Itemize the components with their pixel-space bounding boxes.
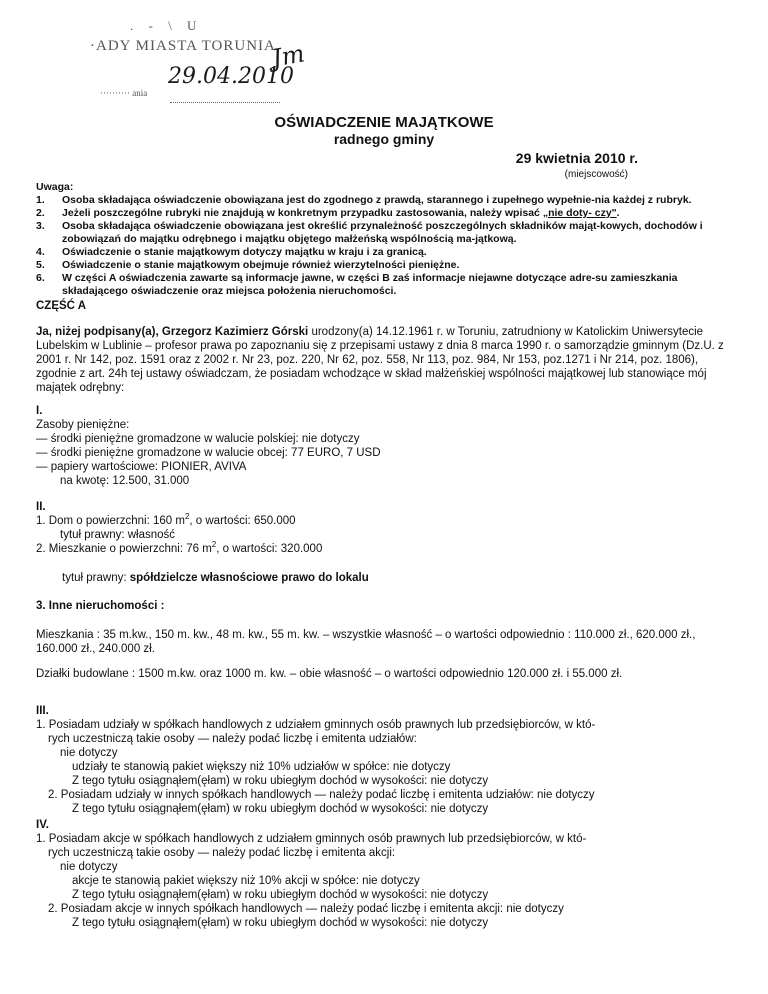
notes-section xyxy=(36,181,726,298)
section-1-title: Zasoby pieniężne: xyxy=(36,419,130,431)
document-title: OŚWIADCZENIE MAJĄTKOWE xyxy=(274,114,494,131)
part-a-heading: CZĘŚĆ A xyxy=(36,300,87,312)
section-2-numeral: II. xyxy=(36,501,46,513)
handwritten-date: 29.04.2010 xyxy=(168,64,294,89)
section-4 xyxy=(36,818,730,930)
apartment-line: 2. Mieszkanie o powierzchni: 76 $m^2$, o wartości: 320.000 xyxy=(36,540,323,555)
note-item: 1. Osoba składająca oświadczenie obowiązana jest do zgodnego z prawdą, starannego i zupełnego wypełnie-nia każdej z rubryk. xyxy=(36,194,692,206)
stamp-line-1: . - \ U xyxy=(130,18,203,33)
section-4-line: nie dotyczy xyxy=(60,861,118,873)
section-3-line: nie dotyczy xyxy=(60,747,118,759)
apartment-title: tytuł prawny: spółdzielcze własnościowe prawo do lokalu xyxy=(62,572,369,584)
section-1-line: — papiery wartościowe: PIONIER, AVIVA xyxy=(36,461,247,473)
declarant-name: Ja, niżej podpisany(a), Grzegorz Kazimierz Górski xyxy=(36,326,309,338)
building-plots: Działki budowlane : 1500 m.kw. oraz 1000 m. kw. – obie własność – o wartości odpowiednio 120.000 zł. i 55.000 zł. xyxy=(36,668,623,680)
note-item: 5. Oświadczenie o stanie majątkowym obejmuje również wierzytelności pieniężne. xyxy=(36,259,460,271)
other-apartments: Mieszkania : 35 m.kw., 150 m. kw., 48 m. kw., 55 m. kw. – wszystkie własność – o wartości odpowiednio : 110.000 zł., 620.000 zł., 160.000 zł., 240.000 zł. xyxy=(36,629,696,655)
section-3-line: Z tego tytułu osiągnąłem(ęłam) w roku ubiegłym dochód w wysokości: nie dotyczy xyxy=(72,803,489,815)
section-3 xyxy=(36,704,730,816)
notes-label: Uwaga: xyxy=(36,181,74,193)
notes-list xyxy=(36,194,726,298)
declaration-date: 29 kwietnia 2010 r. xyxy=(515,150,638,166)
section-3-line: Z tego tytułu osiągnąłem(ęłam) w roku ubiegłym dochód w wysokości: nie dotyczy xyxy=(72,775,489,787)
document-subtitle: radnego gminy xyxy=(333,131,435,147)
section-1-line: — środki pieniężne gromadzone w walucie obcej: 77 EURO, 7 USD xyxy=(36,447,381,459)
section-2 xyxy=(36,500,726,556)
section-4-line: 1. Posiadam akcje w spółkach handlowych z udziałem gminnych osób prawnych lub przedsiębiorców, w któ- xyxy=(36,833,587,845)
other-property-heading: 3. Inne nieruchomości : xyxy=(36,600,165,612)
section-1-numeral: I. xyxy=(36,405,43,417)
section-4-line: akcje te stanowią pakiet większy niż 10% akcji w spółce: nie dotyczy xyxy=(72,875,420,887)
section-3-line: rych uczestniczą takie osoby — należy podać liczbę i emitenta udziałów: xyxy=(48,733,417,745)
note-emphasis: „nie doty- czy" xyxy=(542,207,617,219)
note-item: 2. Jeżeli poszczególne rubryki nie znajdują w konkretnym przypadku zastosowania, należy wpisać „nie doty- czy". xyxy=(36,207,620,219)
place-label: (miejscowość) xyxy=(564,169,628,180)
note-item: 6. W części A oświadczenia zawarte są informacje jawne, w części B zaś informacje niejawne dotyczące adre-su zamieszkania składającego oświadczenie oraz miejsca położenia nieruchomości. xyxy=(36,272,678,297)
signature: Jm xyxy=(269,39,307,73)
stamp-dotted-line xyxy=(170,102,280,103)
section-4-line: Z tego tytułu osiągnąłem(ęłam) w roku ubiegłym dochód w wysokości: nie dotyczy xyxy=(72,917,489,929)
section-4-line: rych uczestniczą takie osoby — należy podać liczbę i emitenta akcji: xyxy=(48,847,396,859)
house-line: 1. Dom o powierzchni: 160 $m^2$, o wartości: 650.000 xyxy=(36,512,296,527)
section-1 xyxy=(36,404,726,488)
section-4-numeral: IV. xyxy=(36,819,50,831)
part-a-intro: Ja, niżej podpisany(a), Grzegorz Kazimierz Górski urodzony(a) 14.12.1961 r. w Toruniu, zatrudniony w Katolickim Uniwersytecie Lubelskim w Lublinie – profesor prawa po zapoznaniu się z przepisami ustawy z dnia 8 marca 1990 r. o samorządzie gminnym (Dz.U. z 2001 r. Nr 142, poz. 1591 oraz z 2002 r. Nr 23, poz. 220, Nr 62, poz. 558, Nr 113, poz. 984, Nr 153, poz.1271 i Nr 214, poz. 1806), zgodnie z art. 24h tej ustawy oświadczam, że posiadam wchodzące w skład małżeńskiej wspólności majątkowej lub stanowiące mój majątek odrębny: xyxy=(36,326,724,394)
section-4-line: 2. Posiadam akcje w innych spółkach handlowych — należy podać liczbę i emitenta akcji: nie dotyczy xyxy=(48,903,564,915)
stamp-line-2: ·ADY MIASTA TORUNIA xyxy=(90,38,276,54)
note-item: 3. Osoba składająca oświadczenie obowiązana jest określić przynależność poszczególnych składników mająt-kowych, dochodów i zobowiązań do majątku odrębnego i majątku objętego małżeńską wspólnością ma-jątkową. xyxy=(36,220,703,245)
section-1-line: — środki pieniężne gromadzone w walucie polskiej: nie dotyczy xyxy=(36,433,360,445)
section-3-line: udziały te stanowią pakiet większy niż 10% udziałów w spółce: nie dotyczy xyxy=(72,761,451,773)
section-4-line: Z tego tytułu osiągnąłem(ęłam) w roku ubiegłym dochód w wysokości: nie dotyczy xyxy=(72,889,489,901)
section-3-line: 2. Posiadam udziały w innych spółkach handlowych — należy podać liczbę i emitenta udziałów: nie dotyczy xyxy=(48,789,595,801)
note-item: 4. Oświadczenie o stanie majątkowym dotyczy majątku w kraju i za granicą. xyxy=(36,246,427,258)
section-1-amount: na kwotę: 12.500, 31.000 xyxy=(60,475,190,487)
section-3-numeral: III. xyxy=(36,705,49,717)
stamp-line-3: ·········· ania xyxy=(100,88,148,98)
section-3-line: 1. Posiadam udziały w spółkach handlowych z udziałem gminnych osób prawnych lub przedsiębiorców, w któ- xyxy=(36,719,596,731)
house-title: tytuł prawny: własność xyxy=(60,529,176,541)
